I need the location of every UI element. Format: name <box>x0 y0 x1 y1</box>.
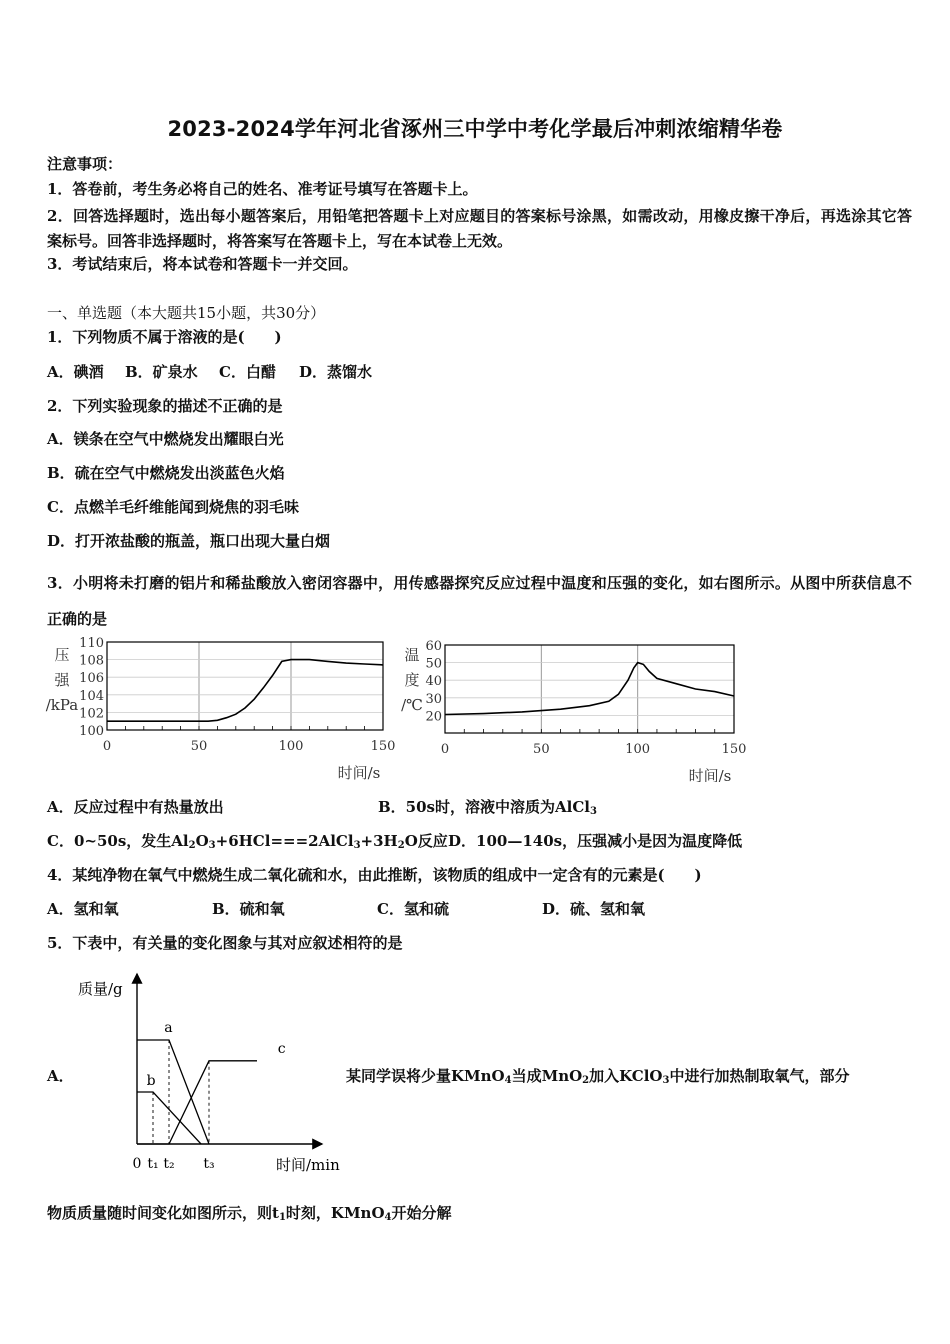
q1-option-c: C．白醋 <box>219 363 276 381</box>
x-tick-label: t₃ <box>203 1156 215 1172</box>
pressure-chart-axes <box>107 642 383 730</box>
q2-option-b: B．硫在空气中燃烧发出淡蓝色火焰 <box>47 464 285 482</box>
notice-item-3: 3．考试结束后，将本试卷和答题卡一并交回。 <box>47 255 358 273</box>
series-labels <box>147 1020 286 1089</box>
q5-option-a-label: A． <box>47 1067 74 1085</box>
section-heading: 一、单选题（本大题共15小题，共30分） <box>47 304 326 322</box>
x-tick-label: 50 <box>190 739 208 754</box>
pressure-chart-grid <box>107 642 383 730</box>
x-tick-label: 150 <box>370 739 396 754</box>
x-axis-label: 时间/min <box>276 1156 340 1174</box>
q4-option-c: C．氢和硫 <box>377 900 449 918</box>
mass-time-chart <box>70 968 350 1178</box>
q3-option-c: C．0~50s，发生$Al_2O_3+6HCl===2AlCl_3+3H_2O$反应 <box>47 832 448 851</box>
q4-option-a: A．氢和氧 <box>47 900 119 918</box>
q5-stem: 5．下表中，有关量的变化图象与其对应叙述相符的是 <box>47 934 403 952</box>
q2-option-c: C．点燃羊毛纤维能闻到烧焦的羽毛味 <box>47 498 299 516</box>
x-axis-label: 时间/s <box>337 764 381 782</box>
pressure-chart <box>40 632 400 782</box>
q5-option-a-desc-1: 某同学误将少量KMnO$_4$当成MnO$_2$加入KClO$_3$中进行加热制取氧气，部分 <box>346 1067 850 1086</box>
temperature-chart <box>390 632 750 782</box>
y-tick-label: 108 <box>79 653 104 669</box>
tick-labels <box>133 1156 215 1172</box>
x-tick-label: 0 <box>102 739 112 754</box>
q3-option-a: A．反应过程中有热量放出 <box>47 798 224 816</box>
q3-stem: 3．小明将未打磨的铝片和稀盐酸放入密闭容器中，用传感器探究反应过程中温度和压强的变化，如右图所示。从图中所获信息不正确的是 <box>47 574 912 628</box>
y-axis-label-part: 温 <box>404 646 420 664</box>
y-axis-label: 质量/g <box>78 980 123 998</box>
series-lines <box>137 1040 257 1144</box>
notice-item-1: 1．答卷前，考生务必将自己的姓名、准考证号填写在答题卡上。 <box>47 180 478 198</box>
x-tick-label: 0 <box>440 742 450 757</box>
temperature-chart-axes <box>445 645 734 733</box>
x-tick-label: 100 <box>278 739 304 754</box>
y-tick-label: 60 <box>425 639 442 654</box>
q3-option-d: D．100—140s，压强减小是因为温度降低 <box>448 832 743 850</box>
series-label-c: c <box>277 1040 286 1057</box>
q1-option-b: B．矿泉水 <box>125 363 198 381</box>
y-tick-label: 102 <box>79 706 104 722</box>
page-title: 2023-2024学年河北省涿州三中学中考化学最后冲刺浓缩精华卷 <box>167 117 783 141</box>
plot-frame <box>445 645 734 733</box>
y-tick-label: 30 <box>425 691 442 707</box>
x-tick-label: 50 <box>533 742 550 757</box>
plot-frame <box>107 642 383 730</box>
x-tick-label: t₂ <box>163 1156 175 1172</box>
q2-stem: 2．下列实验现象的描述不正确的是 <box>47 397 283 415</box>
q1-option-d: D．蒸馏水 <box>299 363 373 381</box>
q5-option-a-desc-2: 物质质量随时间变化如图所示，则$t_1$时刻，KMnO$_4$开始分解 <box>47 1204 452 1223</box>
y-tick-label: 106 <box>79 671 104 687</box>
x-tick-label: t₁ <box>147 1156 159 1172</box>
y-tick-label: 50 <box>425 656 442 672</box>
y-tick-label: 20 <box>425 709 442 725</box>
notice-heading: 注意事项： <box>47 155 123 173</box>
temperature-chart-grid <box>445 645 734 733</box>
series-label-a: a <box>164 1020 173 1036</box>
y-axis-label-part: /kPa <box>45 696 79 714</box>
q3-option-b: B．50s时，溶液中溶质为AlCl$_3$ <box>378 798 597 817</box>
notice-item-2: 2．回答选择题时，选出每小题答案后，用铅笔把答题卡上对应题目的答案标号涂黑，如需改动，用橡皮擦干净后，再选涂其它答案标号。回答非选择题时，将答案写在答题卡上，写在本试卷上无效。 <box>47 207 912 250</box>
x-tick-label: 0 <box>132 1156 142 1172</box>
y-tick-label: 104 <box>79 688 104 704</box>
series-label-b: b <box>146 1073 156 1089</box>
x-tick-label: 100 <box>625 742 651 757</box>
q1-stem: 1．下列物质不属于溶液的是( ) <box>47 328 282 346</box>
y-axis-label-part: 强 <box>54 671 70 689</box>
temperature-curve <box>445 663 734 715</box>
guide-lines <box>153 1040 209 1144</box>
q2-option-a: A．镁条在空气中燃烧发出耀眼白光 <box>47 430 284 448</box>
y-axis-label-part: 度 <box>404 671 420 689</box>
x-axis-label: 时间/s <box>688 767 732 782</box>
y-axis-label-part: 压 <box>54 646 70 664</box>
q2-option-d: D．打开浓盐酸的瓶盖，瓶口出现大量白烟 <box>47 532 331 550</box>
q4-option-d: D．硫、氢和氧 <box>542 900 646 918</box>
x-tick-label: 150 <box>721 742 747 757</box>
q1-option-a: A．碘酒 <box>47 363 104 381</box>
y-tick-label: 100 <box>79 724 104 739</box>
y-tick-label: 110 <box>79 636 104 651</box>
y-tick-label: 40 <box>425 674 442 690</box>
y-axis-label-part: /℃ <box>401 696 423 714</box>
q4-stem: 4．某纯净物在氧气中燃烧生成二氧化硫和水，由此推断，该物质的组成中一定含有的元素是( ) <box>47 866 702 884</box>
q4-option-b: B．硫和氧 <box>212 900 285 918</box>
pressure-curve <box>107 660 383 722</box>
